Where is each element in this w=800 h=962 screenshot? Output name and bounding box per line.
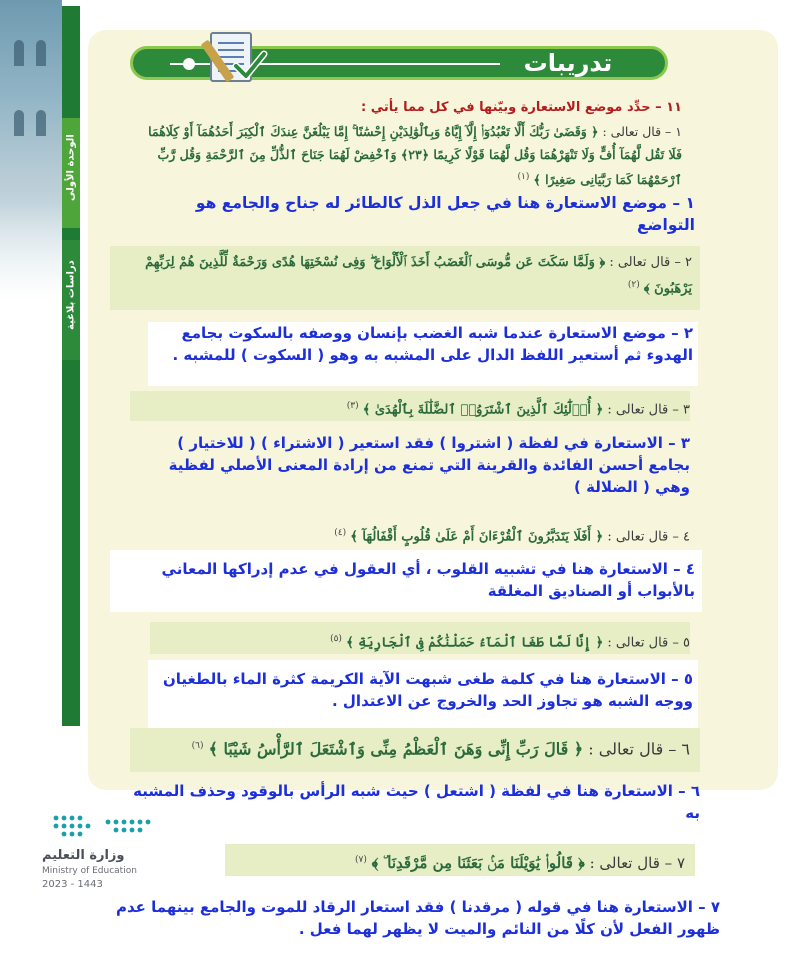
question-number: ١١ [666,100,682,115]
verse-intro: ٧ – قال تعالى : [589,854,685,872]
verse-text: ﴿ أُو۟لَٰٓئِكَ ٱلَّذِينَ ٱشْتَرَوُا۟ ٱلضَّلَٰلَةَ بِٱلْهُدَىٰ ﴾ [362,402,604,418]
verse-text: ﴿ إِنَّا لَمَّا طَغَا ٱلْمَآءُ حَمَلْنَٰكُمْ فِى ٱلْجَارِيَةِ ﴾ [346,635,604,651]
verse-intro: ٤ – قال تعالى : [607,529,690,545]
verse-1 [140,120,682,191]
verse-text: ﴿ قَالُوا۟ يَٰوَيْلَنَا مَنۢ بَعَثَنَا مِن مَّرْقَدِنَا ۜ ﴾ [371,854,585,872]
answer-5: ٥ – الاستعارة هنا في كلمة طغى شبهت الآية الكريمة كثرة الماء بالطغيان ووجه الشبه هو تجاوز الحد والخروج عن الاعتدال . [162,670,693,710]
verse-ref: (٥) [330,634,342,644]
verse-ref: (٢) [627,280,640,290]
ministry-logo-icon [48,812,158,840]
unit-label: الوحدة الأولى [65,134,77,202]
side-bar [62,6,80,726]
question-text: – حدِّد موضع الاستعارة وبيّنها في كل مما يأتي : [361,100,662,115]
verse-text: ﴿ قَالَ رَبِّ إِنِّى وَهَنَ ٱلْعَظْمُ مِنِّى وَٱشْتَعَلَ ٱلرَّأْسُ شَيْبًا ﴾ [208,739,584,759]
checkmark-icon [232,48,268,84]
window-shape [14,40,24,66]
answer-6: ٦ – الاستعارة هنا في لفظة ( اشتعل ) حيث شبه الرأس بالوقود وحذف المشبه به [133,782,700,822]
ministry-name-ar: وزارة التعليم [42,848,125,863]
verse-intro: ٢ – قال تعالى : [609,255,692,270]
window-shape [14,110,24,136]
verse-ref: (١) [517,172,530,182]
verse-2 [120,252,692,300]
header-dot [183,58,195,70]
verse-text: ﴿ وَقَضَىٰ رَبُّكَ أَلَّا تَعْبُدُوٓا۟ إِلَّآ إِيَّاهُ وَبِٱلْوَٰلِدَيْنِ إِحْسَٰنًا ۚ إِمَّا يَبْلُغَنَّ عِندَكَ ٱلْكِبَرَ أَحَدُهُمَآ أَوْ كِلَاهُمَا فَلَا تَقُل لَّهُمَآ أُفٍّ وَلَا تَنْهَرْهُمَا وَقُل لَّهُمَا قَوْلًا كَرِيمًا ﴿٢٣﴾ وَٱخْفِضْ لَهُمَا جَنَاحَ ٱلذُّلِّ مِنَ ٱلرَّحْمَةِ وَقُل رَّبِّ ٱرْحَمْهُمَا كَمَا رَبَّيَانِى صَغِيرًا ﴾ [148,124,682,188]
verse-text: ﴿ أَفَلَا يَتَدَبَّرُونَ ٱلْقُرْءَانَ أَمْ عَلَىٰ قُلُوبٍ أَقْفَالُهَآ ﴾ [350,529,604,545]
ministry-year: 2023 - 1443 [42,879,103,890]
verse-text: ﴿ وَلَمَّا سَكَتَ عَن مُّوسَى ٱلْغَضَبُ أَخَذَ ٱلْأَلْوَاحَ ۖ وَفِى نُسْخَتِهَا هُدًى وَرَحْمَةٌ لِّلَّذِينَ هُمْ لِرَبِّهِمْ يَرْهَبُونَ ﴾ [145,255,692,297]
building-image [0,0,62,300]
verse-4 [150,522,690,548]
verse-3 [140,395,690,421]
verse-ref: (٧) [355,855,367,865]
verse-5 [150,628,690,654]
answer-1: ١ – موضع الاستعارة هنا في جعل الذل كالطائر له جناح والجامع هو التواضع [195,194,695,234]
verse-intro: ١ – قال تعالى : [602,124,682,139]
verse-intro: ٦ – قال تعالى : [588,739,690,759]
subject-label: دراسات بلاغية [65,260,77,330]
ministry-name-en: Ministry of Education [42,866,137,876]
verse-6 [130,735,690,760]
answer-4: ٤ – الاستعارة هنا في تشبيه القلوب ، أي العقول في عدم إدراكها المعاني بالأبواب أو الصناديق المغلقة [161,560,695,600]
verse-intro: ٣ – قال تعالى : [607,402,690,418]
window-shape [36,40,46,66]
window-shape [36,110,46,136]
verse-ref: (٣) [346,401,359,411]
answer-2: ٢ – موضع الاستعارة عندما شبه الغضب بإنسان ووصفه بالسكوت بجامع الهدوء ثم أستعير اللفظ الدال على المشبه به وهو ( السكوت ) للمشبه . [172,324,693,364]
verse-intro: ٥ – قال تعالى : [607,635,690,651]
section-title: تدريبات [523,49,613,77]
answer-3: ٣ – الاستعارة في لفظة ( اشتروا ) فقد استعير ( الاشتراء ) ( للاختيار ) بجامع أحسن الفائدة والقرينة التي تمنع من إرادة المعنى الأصلي لفظية وهي ( الضلالة ) [168,434,690,496]
answer-7: ٧ – الاستعارة هنا في قوله ( مرقدنا ) فقد استعار الرقاد للموت والجامع بينهما عدم ظهور الفعل لأن كلًا من النائم والميت لا يظهر لهما فعل . [116,898,720,938]
verse-7 [225,849,685,874]
question-heading [160,100,682,115]
image-fade [0,200,62,300]
verse-ref: (٤) [334,528,347,538]
verse-ref: (٦) [191,741,204,751]
